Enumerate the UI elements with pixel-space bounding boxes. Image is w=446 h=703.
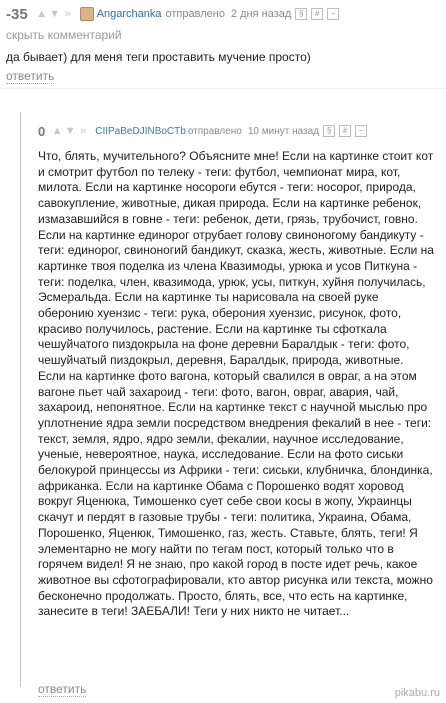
comment2-rating: 0 xyxy=(38,123,46,139)
upvote-icon[interactable]: ▲ xyxy=(36,8,48,20)
comment1-text: да бывает) для меня теги проставить мучение просто) xyxy=(6,50,311,64)
avatar[interactable] xyxy=(80,7,94,21)
comment1-reply-link[interactable]: ответить xyxy=(6,69,55,83)
downvote-icon[interactable]: ▼ xyxy=(64,125,76,137)
bookmark-icon[interactable]: § xyxy=(323,125,335,137)
forward-icon[interactable]: » xyxy=(64,8,71,20)
upvote-icon[interactable]: ▲ xyxy=(51,125,63,137)
thread-line[interactable] xyxy=(20,112,21,687)
comment2-time[interactable]: 10 минут назад xyxy=(247,125,320,137)
comment2-reply-link[interactable]: ответить xyxy=(38,682,87,696)
minimize-icon[interactable]: − xyxy=(327,8,339,20)
comment1-header xyxy=(6,6,339,22)
comment1-sent-label: отправлено xyxy=(165,8,225,20)
comment2-text: Что, блять, мучительного? Объясните мне! Если на картинке стоит кот и смотрит футбол по телеку - теги: футбол, чемпионат мира, кот, милота. Если на картинке носороги ебутся - теги: носорог, природа, савокупление, животные, дикая природа. Если на картинке ребенок, измазавшийся в говне - теги: ребенок, дети, грязь, трубочист, говно. Если на картинке единорог отрубает голову свиноногому бандикуту - теги: единорог, свиноногий бандикут, сказка, жесть, животные. Если на картинке твоя поделка из члена Квазимоды, урюка и усов Питкуна - теги: поделка, член, квазимода, урюк, усы, питкун, хуйня получилась, Эсмеральда. Если на картинке ты нарисовала на своей руке оберонию хуензис - теги: рука, оберония хуензис, рисунок, фото, красиво получилось, растение. Если на картинке ты сфоткала чешуйчатого пиздокрыла на фоне деревни Баралдык - теги: фото, чешуйчатый пиздокрыл, деревня, Баралдык, природа, животные. Если на картинке фото вагона, который свалился в овраг, а на этом вагоне пьет чай захароид - теги: фото, вагон, овраг, авария, чай, захароид, непонятное. Если на картинке текст с научной мыслью про уплотнение ядра земли посредством внедрения фекалий в нее - теги: текст, земля, ядро, ядро земли, фекалии, научное исследование, ученые, невероятное, наука, исследование. Если на фото сиськи белокурой принцессы из Африки - теги: сиськи, клубничка, блондинка, африканка. Если на картинке Обама с Порошенко водят хоровод вокруг Яценюка, Тимошенко сует себе свои косы в жопу, Украинцы скачут и пердят в газовые трубы - теги: политика, Украина, Обама, Порошенко, Яценюк, Тимошенко, газ, жесть. Ставьте, блять, теги! Я элементарно не могу найти по тегам пост, который только что в горячем видел! Я не знаю, про какой город в посте идет речь, какое животное вы сфотографировали, кто автор рисунка или текста, можно бесконечно продолжать. Просто, блять, все, что есть на картинке, занесите в теги! ЗАЕБАЛИ! Теги у них никто не читает... xyxy=(38,149,434,619)
hide-comment-link[interactable]: скрыть комментарий xyxy=(6,28,122,42)
comment1-author[interactable]: Angarchanka xyxy=(96,8,162,20)
link-icon[interactable]: # xyxy=(339,125,351,137)
minimize-icon[interactable]: − xyxy=(355,125,367,137)
comment1-rating: -35 xyxy=(6,5,28,23)
divider xyxy=(0,88,446,89)
bookmark-icon[interactable]: § xyxy=(295,8,307,20)
comment2-header xyxy=(38,124,367,138)
link-icon[interactable]: # xyxy=(311,8,323,20)
comment2-sent-label: отправлено xyxy=(187,125,242,137)
comment1-time[interactable]: 2 дня назад xyxy=(230,8,292,20)
comment2-author[interactable]: CIIPaBeDJINBoCTb xyxy=(95,125,186,137)
watermark: pikabu.ru xyxy=(394,687,440,699)
forward-icon[interactable]: » xyxy=(80,125,87,137)
downvote-icon[interactable]: ▼ xyxy=(49,8,61,20)
